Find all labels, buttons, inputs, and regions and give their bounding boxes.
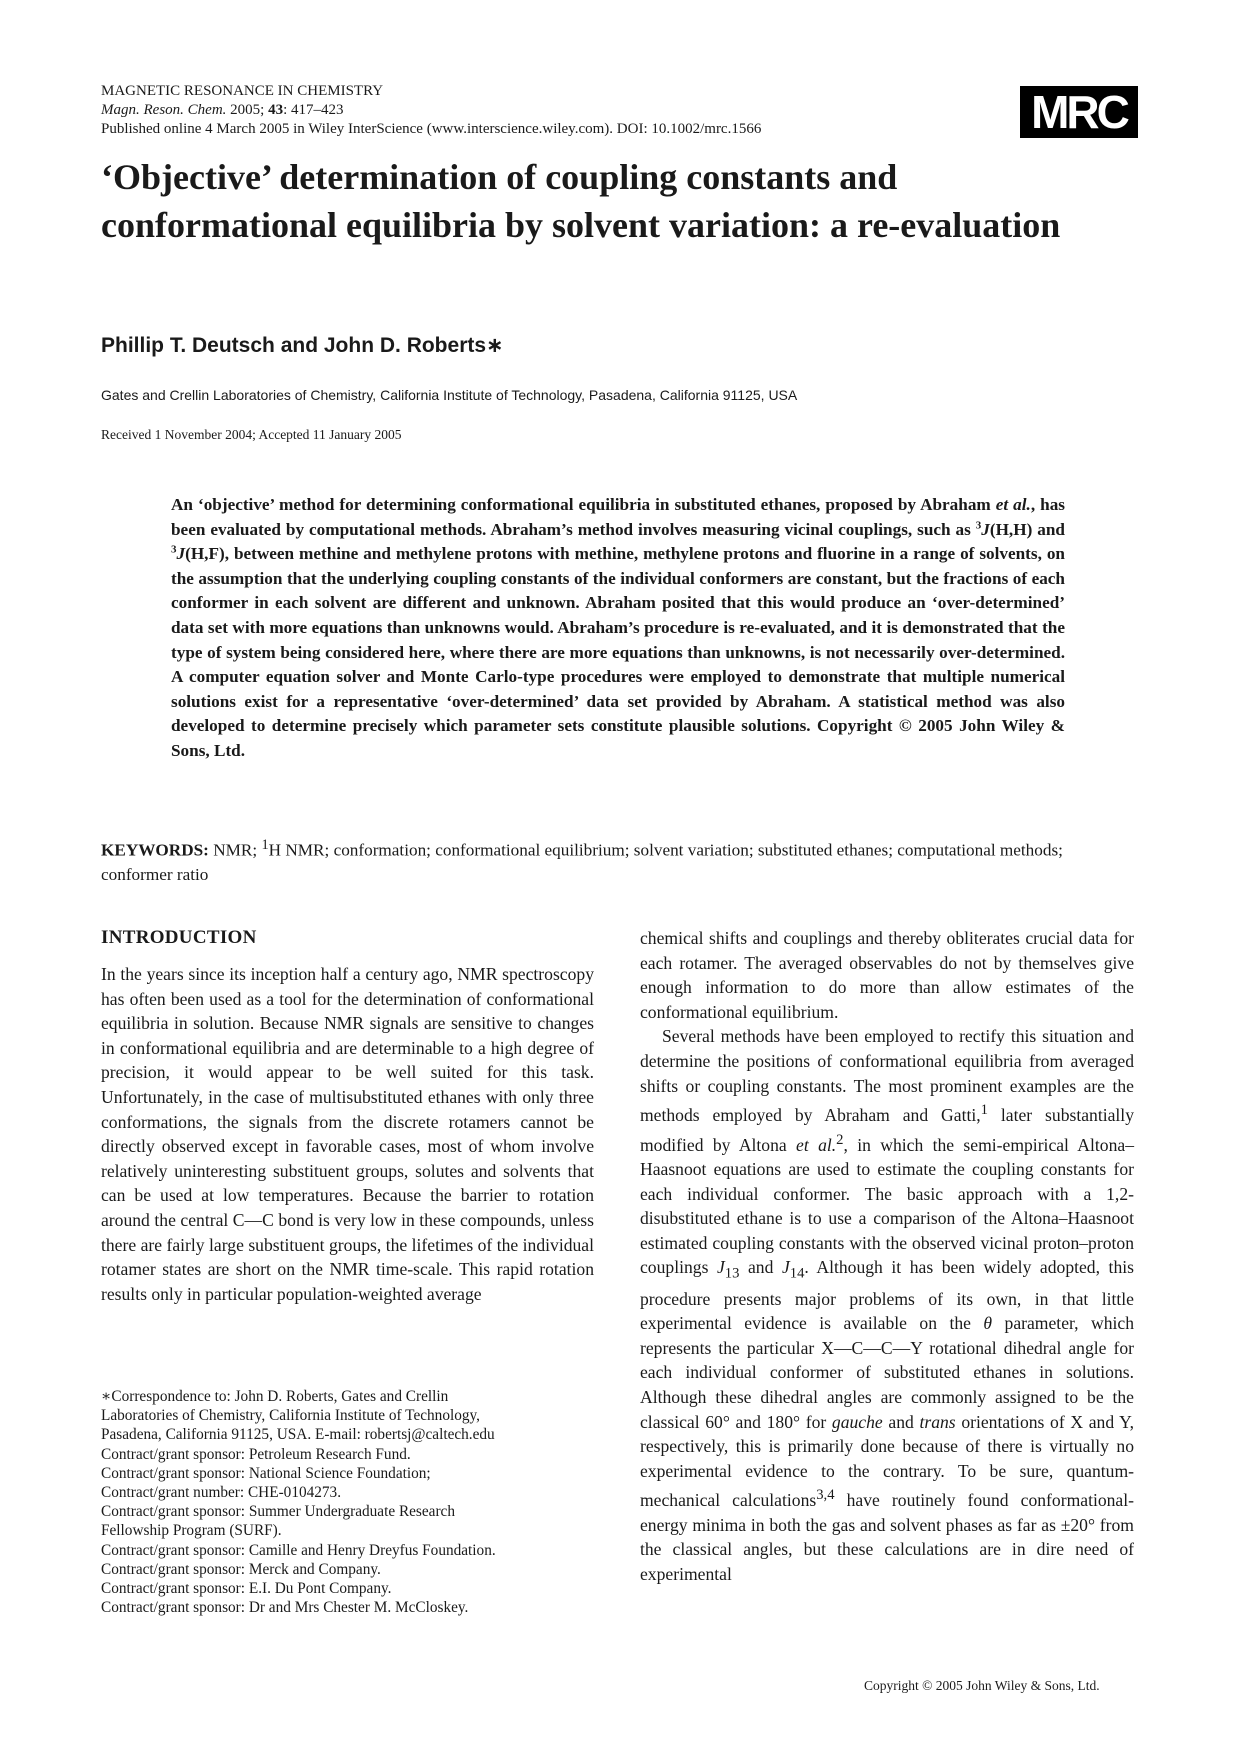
journal-volume: 43 [268, 102, 284, 118]
abstract: An ‘objective’ method for determining conformational equilibria in substituted ethanes, proposed by Abraham et al., has been evaluated by computational methods. Abraham’s method involves measuring vicinal couplings, such as $^3$J(H,H) and $^3$J(H,F), between methine and methylene protons with methine, methylene protons and fluorine in a range of solvents, on the assumption that the underlying coupling constants of the individual conformers are constant, but the fractions of each conformer in each solvent are different and unknown. Abraham posited that this would produce an ‘over-determined’ data set with more equations than unknowns would. Abraham’s procedure is re-evaluated, and it is demonstrated that the type of system being considered here, where there are more equations than unknowns, is not necessarily over-determined. A computer equation solver and Monte Carlo-type procedures were employed to demonstrate that multiple numerical solutions exist for a representative ‘over-determined’ data set provided by Abraham. A statistical method was also developed to determine precisely which parameter sets constitute plausible solutions. Copyright © 2005 John Wiley & Sons, Ltd. [171, 495, 1065, 760]
intro-left-column [101, 962, 594, 1306]
footnote-line: Fellowship Program (SURF). [101, 1522, 282, 1540]
journal-header [101, 82, 761, 139]
footnote-line: Contract/grant sponsor: Merck and Company. [101, 1560, 381, 1578]
footnote-line: Contract/grant sponsor: National Science Foundation; [101, 1464, 431, 1482]
keywords: KEYWORDS: NMR; $^1$H NMR; conformation; conformational equilibrium; solvent variation; substituted ethanes; computational methods; conformer ratio [101, 837, 1063, 885]
footnotes [101, 1387, 601, 1617]
footnote-line: Laboratories of Chemistry, California Institute of Technology, [101, 1407, 480, 1425]
author-affiliation: Gates and Crellin Laboratories of Chemistry, California Institute of Technology, Pasadena, California 91125, USA [101, 387, 798, 403]
keywords-label: KEYWORDS: [101, 840, 209, 860]
journal-citation [101, 101, 761, 120]
ref-3-4: 3,4 [816, 1487, 835, 1504]
received-dates: Received 1 November 2004; Accepted 11 January 2005 [101, 427, 402, 442]
article-title: ‘Objective’ determination of coupling constants and conformational equilibria by solvent variation: a re-evaluation [101, 157, 1061, 245]
published-line: Published online 4 March 2005 in Wiley InterScience (www.interscience.wiley.com). DOI: 10.1002/mrc.1566 [101, 121, 762, 137]
footnote-line: Contract/grant sponsor: Dr and Mrs Chester M. McCloskey. [101, 1599, 469, 1617]
journal-abbrev: Magn. Reson. Chem. [101, 102, 227, 118]
footnote-line: ∗Correspondence to: John D. Roberts, Gates and Crellin [101, 1388, 449, 1405]
journal-logo: MRC [1020, 86, 1138, 138]
journal-pages: : 417–423 [283, 102, 344, 118]
footnote-line: Contract/grant number: CHE-0104273. [101, 1484, 342, 1502]
article-authors: Phillip T. Deutsch and John D. Roberts∗ [101, 334, 504, 357]
footnote-line: Pasadena, California 91125, USA. E-mail: robertsj@caltech.edu [101, 1426, 495, 1444]
ref-1: 1 [980, 1102, 988, 1119]
ref-2: 2 [836, 1131, 844, 1148]
footnote-line: Contract/grant sponsor: Summer Undergraduate Research [101, 1503, 455, 1521]
journal-year: 2005; [230, 102, 265, 118]
footnote-line: Contract/grant sponsor: Camille and Henry Dreyfus Foundation. [101, 1541, 496, 1559]
journal-name: MAGNETIC RESONANCE IN CHEMISTRY [101, 83, 384, 99]
footnote-line: Contract/grant sponsor: E.I. Du Pont Company. [101, 1580, 392, 1598]
intro-right-column [640, 926, 1134, 1587]
intro-paragraph-continued: chemical shifts and couplings and thereby obliterates crucial data for each rotamer. The averaged observables do not by themselves give enough information to do more than allow estimates of the conformational equilibrium. [640, 928, 1134, 1022]
section-heading-introduction: INTRODUCTION [101, 927, 257, 948]
intro-paragraph-2: Several methods have been employed to rectify this situation and determine the positions of conformational equilibria from averaged shifts or coupling constants. The most prominent examples are the methods employed by Abraham and Gatti,$^1$ later substantially modified by Altona et al.$^2$, in which the semi-empirical Altona–Haasnoot equations are used to estimate the coupling constants for each individual conformer. The basic approach with a 1,2-disubstituted ethane is to use a comparison of the Altona–Haasnoot estimated coupling constants with the observed vicinal proton–proton couplings $J_{13}$ and $J_{14}$. Although it has been widely adopted, this procedure presents major problems of its own, in that little experimental evidence is available on the θ parameter, which represents the particular X—C—C—Y rotational dihedral angle for each individual conformer of substituted ethanes in solutions. Although these dihedral angles are commonly assigned to be the classical 60° and 180° for gauche and trans orientations of X and Y, respectively, this is primarily done because of there is virtually no experimental evidence to the contrary. To be sure, quantum-mechanical calculations$^{3,4}$ have routinely found conformational-energy minima in both the gas and solvent phases as far as ±20° from the classical angles, but these calculations are in dire need of experimental [640, 1026, 1135, 1584]
intro-paragraph-1: In the years since its inception half a century ago, NMR spectroscopy has often been used as a tool for the determination of conformational equilibria in solution. Because NMR signals are sensitive to changes in conformational equilibria and are determinable to a high degree of precision, it would appear to be well suited for this task. Unfortunately, in the case of multisubstituted ethanes with only three conformations, the signals from the discrete rotamers cannot be directly observed except in favorable cases, most of whom involve relatively uninteresting substituent groups, solutes and solvents that can be used at low temperatures. Because the barrier to rotation around the central C—C bond is very low in these compounds, unless there are fairly large substituent groups, the lifetimes of the individual rotamer states are short on the NMR time-scale. This rapid rotation results only in particular population-weighted average [101, 964, 594, 1304]
page-copyright: Copyright © 2005 John Wiley & Sons, Ltd. [864, 1678, 1100, 1693]
footnote-line: Contract/grant sponsor: Petroleum Research Fund. [101, 1445, 411, 1463]
